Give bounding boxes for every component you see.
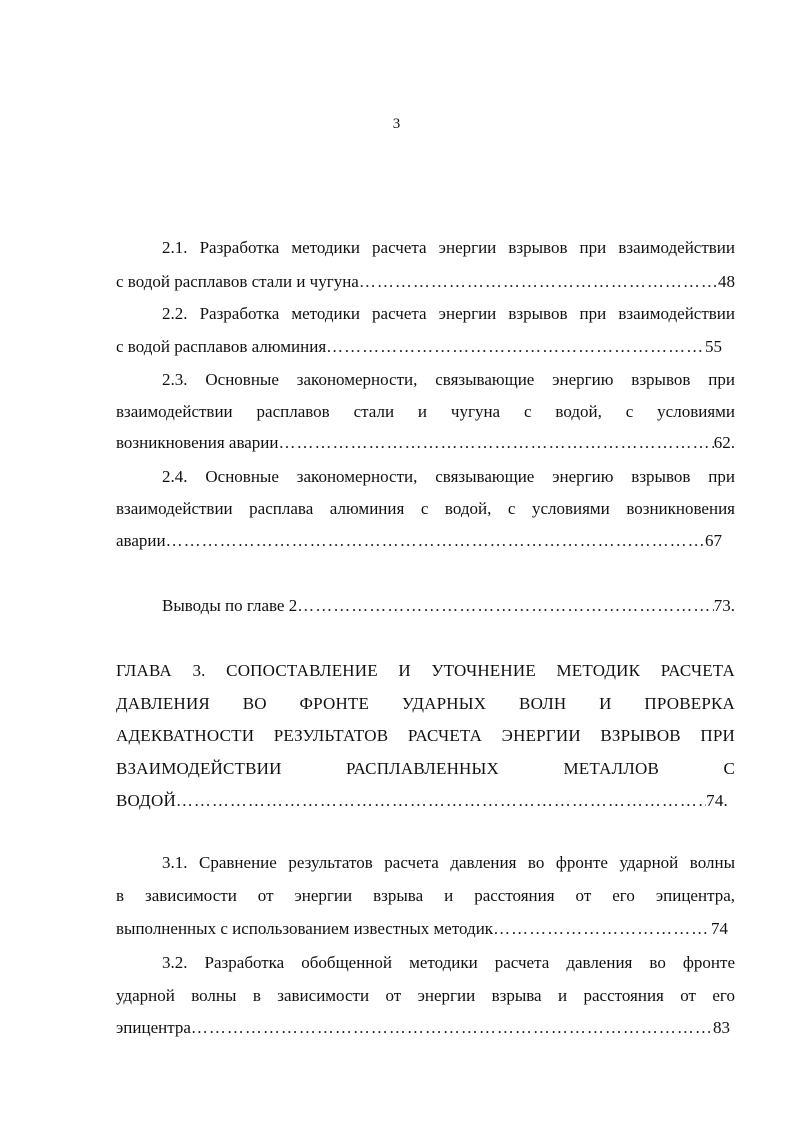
toc-entry-2-4-line-2: взаимодействии расплава алюминия с водой, с условиями возникновения — [116, 499, 735, 518]
toc-entry-2-4-page: 67 — [705, 531, 722, 550]
toc-entry-2-4-last-line — [116, 529, 722, 553]
dot-leader — [279, 431, 714, 455]
chapter-3-heading-last-line — [116, 789, 728, 813]
toc-entry-2-1-title-end: с водой расплавов стали и чугуна — [116, 272, 359, 291]
chapter-3-heading-line-3: АДЕКВАТНОСТИ РЕЗУЛЬТАТОВ РАСЧЕТА ЭНЕРГИИ ВЗРЫВОВ ПРИ — [116, 726, 735, 745]
chapter-3-heading-line-1: ГЛАВА 3. СОПОСТАВЛЕНИЕ И УТОЧНЕНИЕ МЕТОДИК РАСЧЕТА — [116, 661, 735, 680]
toc-entry-3-1-last-line — [116, 917, 728, 941]
chapter-3-heading-line-2: ДАВЛЕНИЯ ВО ФРОНТЕ УДАРНЫХ ВОЛН И ПРОВЕРКА — [116, 694, 735, 713]
toc-entry-2-3-page: 62. — [713, 433, 735, 452]
toc-entry-conclusions-chapter-2 — [162, 594, 735, 618]
toc-entry-2-3-last-line — [116, 431, 735, 455]
toc-entry-3-1-line-1: 3.1. Сравнение результатов расчета давления во фронте ударной волны — [162, 853, 735, 872]
toc-entry-3-2-page: 83 — [713, 1018, 730, 1037]
toc-entry-2-2-title-end: с водой расплавов алюминия — [116, 337, 327, 356]
conclusions-page: 73. — [713, 596, 735, 615]
toc-entry-3-2-title-end: эпицентра — [116, 1018, 191, 1037]
toc-entry-2-3-line-2: взаимодействии расплавов стали и чугуна с водой, с условиями — [116, 402, 735, 421]
toc-entry-2-4-title-end: аварии — [116, 531, 166, 550]
dot-leader — [359, 270, 718, 294]
toc-entry-2-3-line-1: 2.3. Основные закономерности, связывающие энергию взрывов при — [162, 370, 735, 389]
dot-leader — [493, 917, 711, 941]
toc-entry-3-1-page: 74 — [711, 919, 728, 938]
toc-entry-2-4-line-1: 2.4. Основные закономерности, связывающие энергию взрывов при — [162, 467, 735, 486]
chapter-3-heading-end: ВОДОЙ — [116, 791, 176, 810]
toc-entry-2-2-last-line — [116, 335, 722, 359]
dot-leader — [166, 529, 705, 553]
toc-entry-3-2-line-1: 3.2. Разработка обобщенной методики расчета давления во фронте — [162, 953, 735, 972]
toc-entry-3-2-last-line — [116, 1016, 730, 1040]
dot-leader — [297, 594, 714, 618]
toc-entry-2-2-line-1: 2.2. Разработка методики расчета энергии взрывов при взаимодействии — [162, 304, 735, 323]
toc-entry-3-1-line-2: в зависимости от энергии взрыва и расстояния от его эпицентра, — [116, 886, 735, 905]
toc-entry-2-2-page: 55 — [705, 337, 722, 356]
toc-entry-2-1-line-1: 2.1. Разработка методики расчета энергии взрывов при взаимодействии — [162, 238, 735, 257]
chapter-3-page: 74. — [706, 791, 728, 810]
dot-leader — [326, 335, 705, 359]
chapter-3-heading-line-4: ВЗАИМОДЕЙСТВИИ РАСПЛАВЛЕННЫХ МЕТАЛЛОВ С — [116, 759, 735, 778]
dot-leader — [191, 1016, 713, 1040]
toc-entry-3-1-title-end: выполненных с использованием известных методик — [116, 919, 494, 938]
dot-leader — [176, 789, 706, 813]
toc-entry-2-3-title-end: возникновения аварии — [116, 433, 279, 452]
page-number: 3 — [392, 116, 401, 132]
conclusions-title: Выводы по главе 2 — [162, 596, 298, 615]
toc-entry-3-2-line-2: ударной волны в зависимости от энергии взрыва и расстояния от его — [116, 986, 735, 1005]
toc-entry-2-1-last-line — [116, 270, 735, 294]
toc-entry-2-1-page: 48 — [718, 272, 735, 291]
